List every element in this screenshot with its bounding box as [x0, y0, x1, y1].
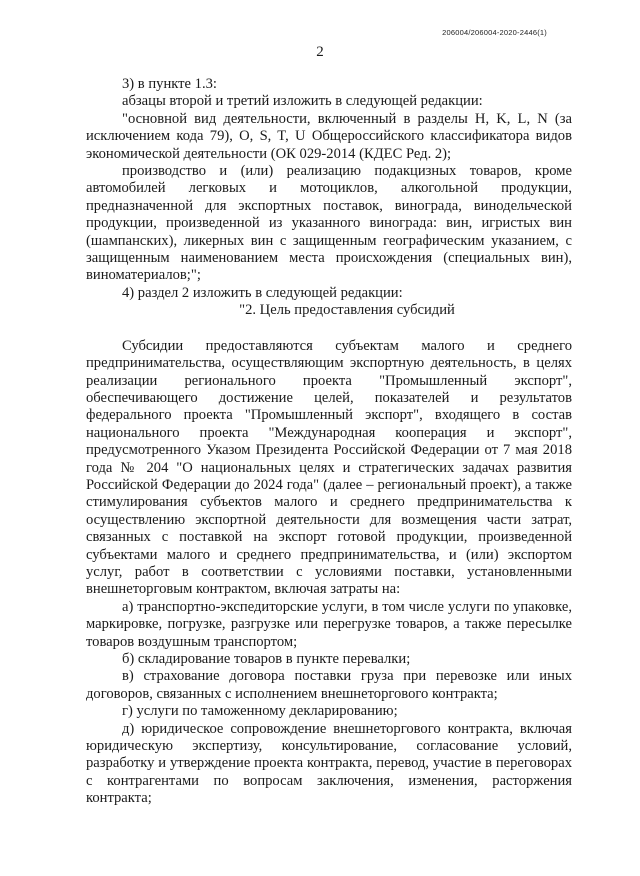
document-body [86, 76, 572, 808]
paragraph-subsidies: Субсидии предоставляются субъектам малого и среднего предпринимательства, осуществляющим экспортную деятельность, в целях реализации регионального проекта "Промышленный экспорт", обеспечивающего достижение целей, показателей и результатов федерального проекта "Промышленный экспорт", входящего в состав национального проекта "Международная кооперация и экспорт", предусмотренного Указом Президента Российской Федерации от 7 мая 2018 года № 204 "О национальных целях и стратегических задачах развития Российской Федерации до 2024 года" (далее – региональный проект), а также стимулирования субъектов малого и среднего предпринимательства к осуществлению экспортной деятельности для возмещения части затрат, связанных с поставкой на экспорт готовой продукции, произведенной субъектами малого и среднего предпринимательства, и (или) экспортом услуг, работ в соответствии с условиями поставки, установленными внешнеторговым контрактом, включая затраты на: [86, 337, 572, 598]
list-item-g: г) услуги по таможенному декларированию; [122, 703, 398, 720]
paragraph-activity-types: "основной вид деятельности, включенный в разделы H, K, L, N (за исключением кода 79), O, S, T, U Общероссийского классификатора видов экономической деятельности (ОК 029-2014 (КДЕС Ред. 2); [86, 110, 572, 162]
list-item-d: д) юридическое сопровождение внешнеторгового контракта, включая юридическую экспертизу, консультирование, согласование условий, разработку и утверждение проекта контракта, перевод, участие в переговорах с контрагентами по вопросам заключения, изменения, расторжения контракта; [86, 720, 572, 807]
section-title: "2. Цель предоставления субсидий [239, 302, 455, 319]
list-item-b: б) складирование товаров в пункте перевалки; [122, 651, 411, 667]
list-item-v: в) страхование договора поставки груза при перевозке или иных договоров, связанных с исполнением внешнеторгового контракта; [86, 668, 572, 702]
spacer [86, 320, 572, 338]
paragraph-instruction: абзацы второй и третий изложить в следующей редакции: [122, 93, 483, 110]
paragraph-item-4: 4) раздел 2 изложить в следующей редакции: [122, 284, 403, 301]
document-id: 206004/206004-2020-2446(1) [442, 28, 547, 37]
list-item-a: а) транспортно-экспедиторские услуги, в том числе услуги по упаковке, маркировке, погрузке, разгрузке или перегрузке товаров, а также пересылке товаров воздушным транспортом; [86, 598, 572, 650]
page-number: 2 [316, 44, 324, 60]
paragraph-excise-goods: производство и (или) реализацию подакцизных товаров, кроме автомобилей легковых и мотоциклов, алкогольной продукции, предназначенной для экспортных поставок, винограда, винодельческой продукции, произведенной из указанного винограда: вин, игристых вин (шампанских), ликерных вин с защищенным географическим указанием, с защищенным наименованием места происхождения (специальных вин), виноматериалов;"; [86, 163, 572, 284]
paragraph-item-3: 3) в пункте 1.3: [122, 76, 217, 92]
